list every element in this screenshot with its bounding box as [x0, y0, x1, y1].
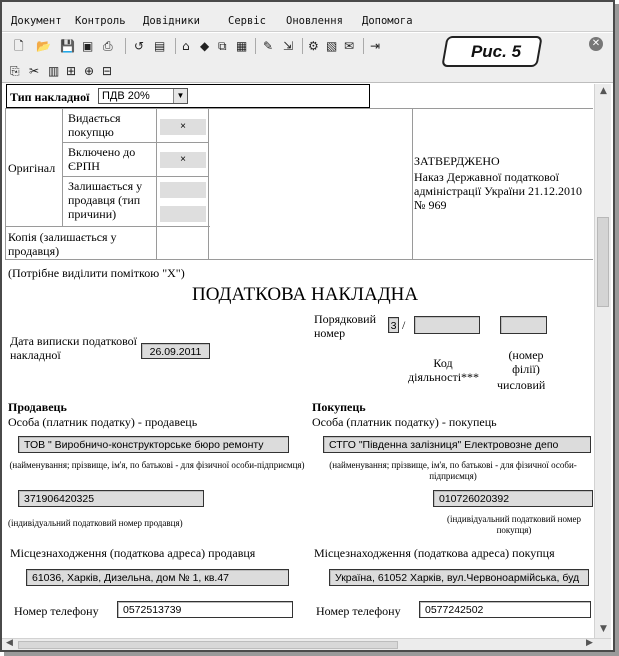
vertical-scrollbar[interactable] — [594, 84, 611, 638]
buyer-person-label: Особа (платник податку) - покупець — [312, 415, 497, 429]
buyer-address-label: Місцезнаходження (податкова адреса) покупця — [314, 546, 555, 560]
clipboard-icon[interactable]: ▧ — [326, 39, 338, 53]
grid-line — [156, 108, 157, 259]
serial-separator: / — [402, 318, 406, 332]
doc-title: ПОДАТКОВА НАКЛАДНА — [192, 284, 419, 305]
settings-icon[interactable]: ⚙ — [308, 39, 319, 53]
cut-row-icon[interactable]: ✂ — [29, 64, 40, 78]
horizontal-scroll-thumb[interactable] — [18, 641, 398, 649]
add-row-icon[interactable]: ⊕ — [84, 64, 95, 78]
original-row-checkbox[interactable]: × — [160, 119, 206, 135]
reload-icon[interactable]: ↺ — [134, 39, 145, 53]
buyer-name-hint: (найменування; прізвище, ім'я, по батькові - для фізичної особи-підприємця) — [329, 460, 577, 481]
copy-checkbox[interactable] — [160, 237, 206, 253]
save-all-icon[interactable]: ▣ — [82, 39, 94, 53]
invoice-document — [2, 84, 594, 638]
menu-updates[interactable]: Оновлення — [286, 15, 343, 27]
buyer-tax-hint: (індивідуальний податковий номер покупця) — [446, 514, 581, 535]
invoice-type-value: ПДВ 20% — [102, 90, 150, 102]
menu-directories[interactable]: Довідники — [143, 15, 200, 27]
seller-name-hint: (найменування; прізвище, ім'я, по батькові - для фізичної особи-підприємця) — [9, 460, 305, 470]
grid-line — [5, 226, 210, 227]
seller-tax-number-field[interactable]: 371906420325 — [18, 490, 204, 507]
window-shadow-bottom — [4, 652, 619, 656]
original-row-checkbox[interactable] — [160, 182, 206, 198]
activity-code-field[interactable] — [414, 316, 480, 334]
copy-icon[interactable]: ⧉ — [218, 39, 227, 53]
original-row-label: Включено до ЄРПН — [68, 145, 136, 173]
original-label: Оригінал — [8, 161, 56, 175]
menu-document[interactable]: Документ — [11, 15, 62, 27]
invoice-type-label: Тип накладної — [10, 90, 90, 104]
archive-icon[interactable]: ⌂ — [182, 39, 190, 53]
toolbar-separator — [255, 38, 256, 54]
horizontal-scrollbar[interactable] — [2, 638, 611, 650]
export-icon[interactable]: ⇲ — [283, 39, 294, 53]
chevron-down-icon[interactable]: ▼ — [173, 89, 187, 103]
buyer-name-field[interactable]: СТГО "Південна залізниця" Електровозне депо — [323, 436, 591, 453]
exit-icon[interactable]: ⇥ — [370, 39, 381, 53]
seller-phone-field[interactable]: 0572513739 — [117, 601, 293, 618]
original-row-reason-field[interactable] — [160, 206, 206, 222]
seller-heading: Продавець — [8, 400, 67, 414]
toolbar-separator — [175, 38, 176, 54]
seller-address-field[interactable]: 61036, Харків, Дизельна, дом № 1, кв.47 — [26, 569, 289, 586]
approved-title: ЗАТВЕРДЖЕНО — [414, 154, 500, 168]
seller-person-label: Особа (платник податку) - продавець — [8, 415, 198, 429]
invoice-type-select[interactable] — [98, 88, 188, 104]
toolbar-separator — [302, 38, 303, 54]
buyer-phone-label: Номер телефону — [316, 604, 401, 618]
grid-line — [5, 108, 593, 109]
vertical-scroll-thumb[interactable] — [597, 217, 609, 307]
grid-line — [5, 108, 6, 259]
window-shadow-right — [615, 4, 619, 656]
sign-icon[interactable]: ✎ — [263, 39, 274, 53]
grid-line — [62, 108, 63, 226]
print-icon[interactable]: ⎙ — [103, 39, 113, 53]
grid-line — [62, 176, 208, 177]
email-icon[interactable]: ✉ — [344, 39, 355, 53]
toolbar-separator — [125, 38, 126, 54]
seller-phone-label: Номер телефону — [14, 604, 99, 618]
seller-address-label: Місцезнаходження (податкова адреса) продавця — [10, 546, 256, 560]
stamp-icon[interactable]: ◆ — [200, 39, 210, 53]
scroll-down-icon[interactable]: ▼ — [600, 624, 607, 634]
close-icon[interactable]: ✕ — [589, 37, 603, 51]
new-doc-icon[interactable]: 🗋 — [14, 39, 24, 53]
menu-bar — [2, 2, 613, 32]
copy-label: Копія (залишається у продавця) — [8, 230, 117, 258]
copy-row-icon[interactable]: ⎘ — [10, 64, 20, 78]
mark-note: (Потрібне виділити поміткою "Х") — [8, 266, 185, 280]
save-icon[interactable]: 💾 — [60, 39, 75, 53]
original-row-label: Видається покупцю — [68, 111, 121, 139]
branch-number-label: (номер філії) — [508, 348, 544, 376]
serial-number-field[interactable]: 3 — [388, 317, 399, 333]
grid-line — [5, 259, 593, 260]
grid-line — [412, 108, 413, 259]
grid-line — [62, 142, 208, 143]
paste-row-icon[interactable]: ▥ — [48, 64, 60, 78]
seller-name-field[interactable]: ТОВ " Виробничо-конструкторське бюро ремонту — [18, 436, 289, 453]
menu-service[interactable]: Сервіс — [228, 15, 266, 27]
issue-date-label: Дата виписки податкової накладної — [10, 334, 138, 362]
open-folder-icon[interactable]: 📂 — [36, 39, 51, 53]
buyer-tax-number-field[interactable]: 010726020392 — [433, 490, 593, 507]
grid-line — [208, 108, 209, 259]
scroll-up-icon[interactable]: ▲ — [600, 86, 607, 96]
buyer-heading: Покупець — [312, 400, 366, 414]
original-row-label: Залишається у продавця (тип причини) — [68, 179, 143, 221]
scroll-right-icon[interactable]: ▶ — [586, 638, 593, 648]
scroll-left-icon[interactable]: ◀ — [6, 638, 13, 648]
issue-date-field[interactable]: 26.09.2011 — [141, 343, 210, 359]
buyer-address-field[interactable]: Україна, 61052 Харків, вул.Червоноармійська, буд — [329, 569, 589, 586]
seller-tax-hint: (індивідуальний податковий номер продавця) — [8, 518, 183, 528]
approved-text: Наказ Державної податкової адміністрації України 21.12.2010 № 969 — [414, 170, 583, 212]
insert-row-icon[interactable]: ⊞ — [66, 64, 77, 78]
menu-help[interactable]: Допомога — [362, 15, 413, 27]
toolbar-separator — [363, 38, 364, 54]
report-icon[interactable]: ▦ — [236, 39, 248, 53]
figure-label: Рис. 5 — [470, 42, 522, 61]
delete-row-icon[interactable]: ⊟ — [102, 64, 113, 78]
activity-code-label: Код діяльності*** — [408, 356, 480, 384]
numeric-label: числовий — [497, 378, 546, 392]
original-row-checkbox[interactable]: × — [160, 152, 206, 168]
buyer-phone-field[interactable]: 0577242502 — [419, 601, 591, 618]
calculator-icon[interactable]: ▤ — [154, 39, 166, 53]
serial-label: Порядковий номер — [314, 312, 377, 340]
menu-control[interactable]: Контроль — [75, 15, 126, 27]
branch-number-field[interactable] — [500, 316, 547, 334]
